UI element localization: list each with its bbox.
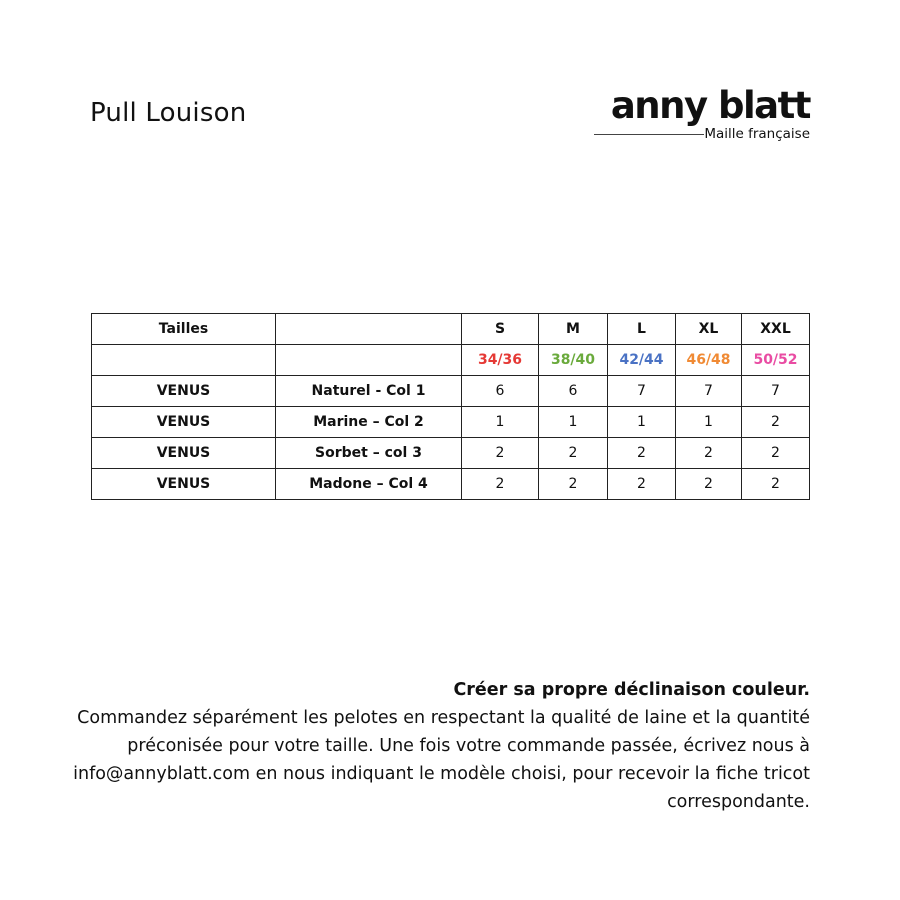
size-label-s: S [462, 314, 539, 345]
size-eu-xl: 46/48 [676, 345, 742, 376]
yarn-name: VENUS [92, 376, 276, 407]
table-row [92, 469, 810, 500]
size-label-row [92, 314, 810, 345]
yarn-color: Naturel - Col 1 [276, 376, 462, 407]
qty-cell: 2 [742, 469, 810, 500]
note-title: Créer sa propre déclinaison couleur. [453, 680, 810, 700]
qty-cell: 1 [676, 407, 742, 438]
yarn-name: VENUS [92, 407, 276, 438]
qty-cell: 2 [608, 438, 676, 469]
page-title: Pull Louison [90, 98, 247, 128]
yarn-name: VENUS [92, 438, 276, 469]
empty-eu-cell [92, 345, 276, 376]
size-label-xxl: XXL [742, 314, 810, 345]
empty-header-cell [276, 314, 462, 345]
qty-cell: 7 [676, 376, 742, 407]
size-label-xl: XL [676, 314, 742, 345]
brand-tagline: Maille française [704, 126, 810, 142]
size-eu-s: 34/36 [462, 345, 539, 376]
yarn-name: VENUS [92, 469, 276, 500]
size-eu-xxl: 50/52 [742, 345, 810, 376]
table-row [92, 376, 810, 407]
yarn-quantity-table [91, 313, 810, 500]
custom-colorway-note [70, 676, 810, 816]
qty-cell: 7 [608, 376, 676, 407]
size-eu-m: 38/40 [539, 345, 608, 376]
size-label-m: M [539, 314, 608, 345]
table-row [92, 407, 810, 438]
yarn-color: Madone – Col 4 [276, 469, 462, 500]
qty-cell: 1 [462, 407, 539, 438]
brand-divider [594, 134, 704, 135]
qty-cell: 2 [742, 438, 810, 469]
qty-cell: 1 [539, 407, 608, 438]
qty-cell: 2 [539, 438, 608, 469]
empty-eu-cell [276, 345, 462, 376]
qty-cell: 2 [462, 438, 539, 469]
brand-name: anny blatt [610, 84, 810, 127]
qty-cell: 2 [742, 407, 810, 438]
qty-cell: 6 [539, 376, 608, 407]
qty-cell: 2 [608, 469, 676, 500]
size-label-l: L [608, 314, 676, 345]
qty-cell: 2 [462, 469, 539, 500]
yarn-color: Marine – Col 2 [276, 407, 462, 438]
brand-logo [592, 84, 812, 146]
qty-cell: 2 [539, 469, 608, 500]
qty-cell: 6 [462, 376, 539, 407]
size-eu-row [92, 345, 810, 376]
sizes-header: Tailles [92, 314, 276, 345]
table-row [92, 438, 810, 469]
qty-cell: 7 [742, 376, 810, 407]
note-body: Commandez séparément les pelotes en respectant la qualité de laine et la quantité préconisée pour votre taille. Une fois votre commande passée, écrivez nous à info@annyblatt.com en nous indiquant le modèle choisi, pour recevoir la fiche tricot correspondante. [73, 708, 810, 812]
size-eu-l: 42/44 [608, 345, 676, 376]
yarn-color: Sorbet – col 3 [276, 438, 462, 469]
qty-cell: 2 [676, 438, 742, 469]
qty-cell: 2 [676, 469, 742, 500]
qty-cell: 1 [608, 407, 676, 438]
